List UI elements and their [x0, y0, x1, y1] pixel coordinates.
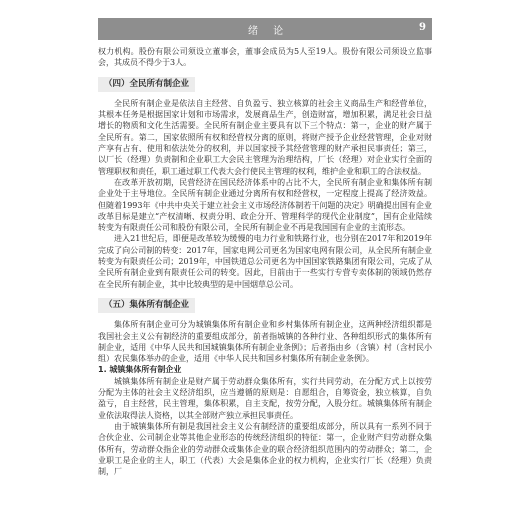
paragraph: 进入21世纪后，即便是改革较为缓慢的电力行业和铁路行业，也分别在2017年和2019年完成了向公司制的转变：2017年，国家电网公司更名为国家电网有限公司，从全民所有制企业转变为有限责任公司；2019年，中国铁道总公司更名为中国国家铁路集团有限公司，完成了从全民所有制企业到有限责任公司的转变。因此，目前由于一些实行专营专卖体制的领域仍然存在全民所有制企业，其中比较典型的是中国烟草总公司。	[98, 234, 432, 289]
section-heading-state-owned	[98, 77, 432, 92]
paragraph: 全民所有制企业是依法自主经营、自负盈亏、独立核算的社会主义商品生产和经营单位，其根本任务是根据国家计划和市场需求，发展商品生产，创造财富，增加积累，满足社会日益增长的物质和文化生活需要。全民所有制企业主要具有以下三个特点：第一，企业的财产属于全民所有。第二，国家依照所有权和经营权分离的原则，将财产授予企业经营管理，企业对财产享有占有、使用和依法处分的权利，并以国家授予其经营管理的财产承担民事责任；第三，以厂长（经理）负责制和企业职工大会民主管理为治理结构，厂长（经理）对企业实行全面的管理职权和责任，职工通过职工代表大会行使民主管理的权利，维护企业和职工的合法权益。	[98, 98, 432, 176]
paragraph: 权力机构。股份有限公司须设立董事会，董事会成员为5人至19人。股份有限公司须设立监事会，其成员不得少于3人。	[98, 47, 432, 68]
paragraph: 在改革开放初期，民营经济在国民经济体系中的占比不大，全民所有制企业和集体所有制企业处于主导地位。全民所有制企业通过分离所有权和经营权，一定程度上提高了经济效益。但随着1993年《中共中央关于建立社会主义市场经济体制若干问题的决定》明确提出国有企业改革目标是建立“产权清晰、权责分明、政企分开、管理科学的现代企业制度”，国有企业陆续转变为有限责任公司和股份有限公司，全民所有制企业不再是我国国有企业的主流形态。	[98, 177, 432, 233]
subsection-heading-urban: 1. 城镇集体所有制企业	[98, 365, 182, 375]
body-text	[98, 46, 432, 477]
header-title: 绪 论	[248, 26, 290, 37]
paragraph: 由于城镇集体所有制是我国社会主义公有制经济的重要组成部分，所以具有一系列不同于合伙企业、公司制企业等其他企业形态的传统经济组织的特征：第一，企业财产归劳动群众集体所有，劳动群众指企业的劳动群众或集体企业的联合经济组织范围内的劳动群众；第二，企业职工是企业的主人，职工（代表）大会是集体企业的权力机构，企业实行厂长（经理）负责制，厂	[98, 421, 432, 477]
section-heading-label: （四）全民所有制企业	[98, 77, 195, 92]
paragraph: 城镇集体所有制企业是财产属于劳动群众集体所有，实行共同劳动，在分配方式上以按劳分配为主体的社会主义经济组织，应当遵循的原则是：自愿组合，自筹资金，独立核算，自负盈亏，自主经营，民主管理，集体积累，自主支配，按劳分配，入股分红。城镇集体所有制企业依法取得法人资格，以其全部财产独立承担民事责任。	[98, 376, 432, 420]
paragraph: 集体所有制企业可分为城镇集体所有制企业和乡村集体所有制企业，这两种经济组织都是我国社会主义公有制经济的重要组成部分，前者指城镇的各种行业、各种组织形式的集体所有制企业，适用《中华人民共和国城镇集体所有制企业条例》；后者指由乡（含镇）村（含村民小组）农民集体举办的企业，适用《中华人民共和国乡村集体所有制企业条例》。	[98, 320, 432, 364]
section-heading-label: （五）集体所有制企业	[98, 298, 195, 313]
running-header	[98, 18, 432, 40]
page-number: 9	[419, 22, 426, 33]
section-heading-collective	[98, 298, 432, 313]
